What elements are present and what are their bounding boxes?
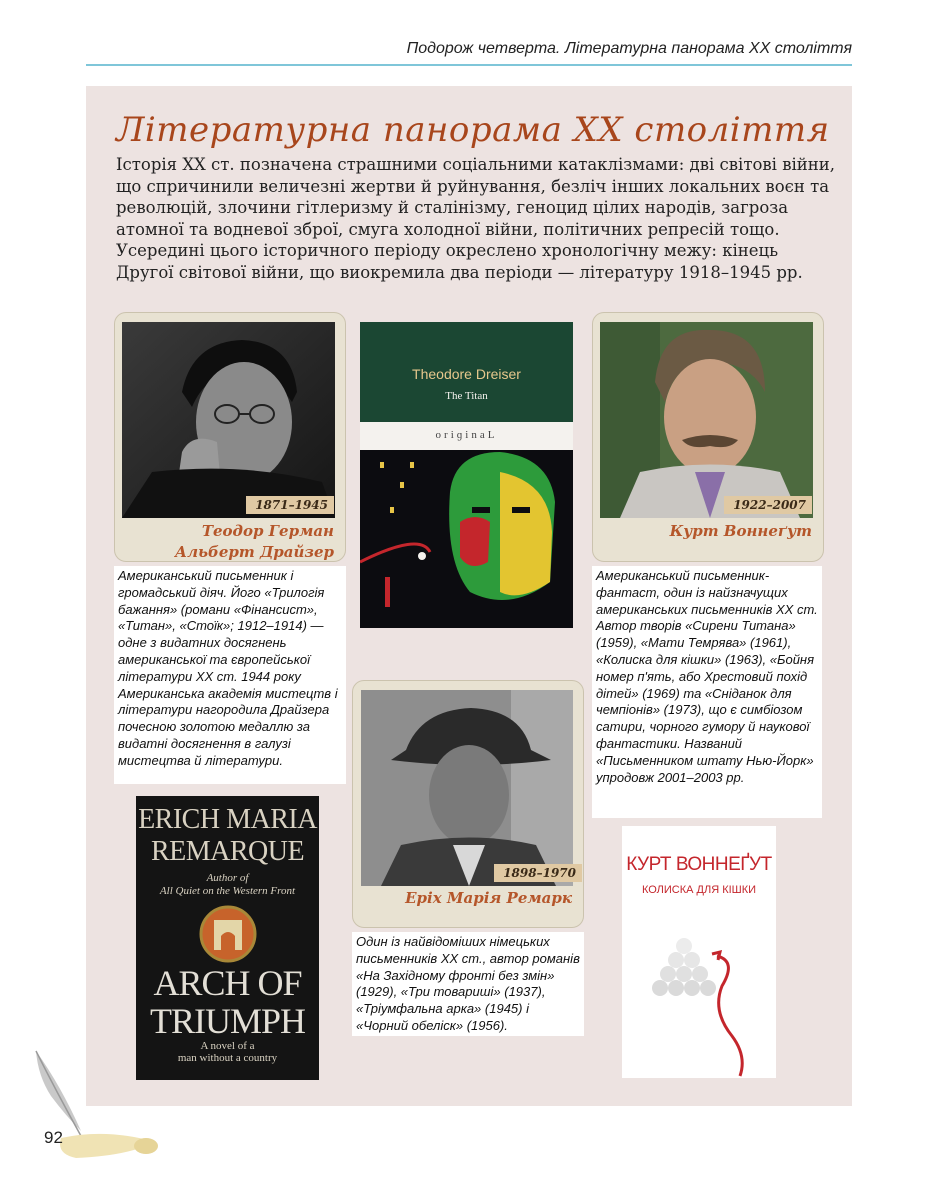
arch-emblem-icon bbox=[196, 904, 260, 964]
dreiser-portrait bbox=[122, 322, 335, 518]
cradle-title: КОЛИСКА ДЛЯ КІШКИ bbox=[641, 884, 757, 896]
intro-paragraph-2: Усередині цього історичного періоду окреслено хронологічну межу: кінець Другої світової війни, що виокремила два періоди — літературу 1918–1945 рр. bbox=[116, 241, 803, 282]
arch-title-line1: ARCH OF bbox=[153, 963, 302, 1003]
page-number: 92 bbox=[44, 1128, 63, 1147]
cradle-cover bbox=[622, 826, 776, 1078]
remarque-portrait bbox=[361, 690, 573, 886]
arch-tagline2: All Quiet on the Western Front bbox=[159, 885, 296, 897]
dreiser-dates: 1871–1945 bbox=[246, 496, 334, 514]
intro-text bbox=[116, 154, 836, 283]
running-header: Подорож четверта. Літературна панорама XX століття bbox=[406, 40, 852, 57]
dreiser-name-line2: Альберт Драйзер bbox=[174, 543, 334, 561]
arch-title-line2: TRIUMPH bbox=[149, 1001, 306, 1041]
arch-subtitle1: A novel of a bbox=[200, 1040, 255, 1052]
remarque-name: Еріх Марія Ремарк bbox=[405, 889, 572, 907]
dreiser-name-line1: Теодор Герман bbox=[201, 522, 334, 540]
arch-author-line2: REMARQUE bbox=[150, 836, 305, 867]
arch-subtitle2: man without a country bbox=[177, 1052, 278, 1064]
dreiser-name bbox=[122, 521, 334, 563]
remarque-bio: Один із найвідоміших німецьких письменників XX ст., автор романів «На Західному фронті без змін» (1929), «Три товариші» (1937), «Тріумфальна арка» (1945) і «Чорний обеліск» (1956). bbox=[352, 932, 584, 1036]
remarque-dates: 1898–1970 bbox=[494, 864, 582, 882]
arch-tagline1: Author of bbox=[206, 872, 249, 884]
titan-series: oriɡinaL bbox=[435, 429, 498, 441]
vonnegut-name: Курт Воннеґут bbox=[669, 522, 812, 540]
titan-title: The Titan bbox=[445, 390, 488, 402]
vonnegut-dates: 1922–2007 bbox=[724, 496, 812, 514]
arch-cover bbox=[136, 796, 319, 1080]
quill-icon bbox=[26, 1046, 166, 1166]
arch-author-line1: ERICH MARIA bbox=[138, 804, 317, 835]
dreiser-bio: Американський письменник і громадський діяч. Його «Трилогія бажання» (романи «Фінансист», «Титан», «Стоїк»; 1912–1914) — одне з видатних досягнень американської та європейської літератури XX ст. 1944 року Американська академія мистецтв і літератури нагородила Драйзера почесною золотою медаллю за видатні досягнення в галузі мистецтва й літератури. bbox=[114, 566, 346, 784]
header-rule bbox=[86, 64, 852, 66]
intro-paragraph-1: Історія XX ст. позначена страшними соціальними катаклізмами: дві світові війни, що спричинили величезні жертви й руйнування, безліч інших локальних воєн та революцій, злочини гітлеризму й сталінізму, геноцид цілих народів, загроза атомної та водневої зброї, смуга холодної війни, політичних репресій тощо. bbox=[116, 155, 835, 239]
titan-author: Theodore Dreiser bbox=[412, 366, 521, 382]
vonnegut-portrait bbox=[600, 322, 813, 518]
vonnegut-bio: Американський письменник-фантаст, один із найзначущих американських письменників XX ст. Автор творів «Сирени Титана» (1959), «Мати Темрява» (1961), «Колиска для кішки» (1963), «Бойня номер п'ять, або Хрестовий похід дітей» (1969) та «Сніданок для чемпіонів» (1973), що є симбіозом сатири, чорного гумору й наукової фантастики. Названий «Письменником штату Нью-Йорк» упродовж 2001–2003 рр. bbox=[592, 566, 822, 818]
section-title: Літературна панорама XX століття bbox=[116, 110, 830, 150]
cradle-author: КУРТ ВОННЕҐУТ bbox=[626, 854, 772, 875]
cradle-illustration bbox=[622, 916, 776, 1078]
titan-cover bbox=[360, 322, 573, 628]
